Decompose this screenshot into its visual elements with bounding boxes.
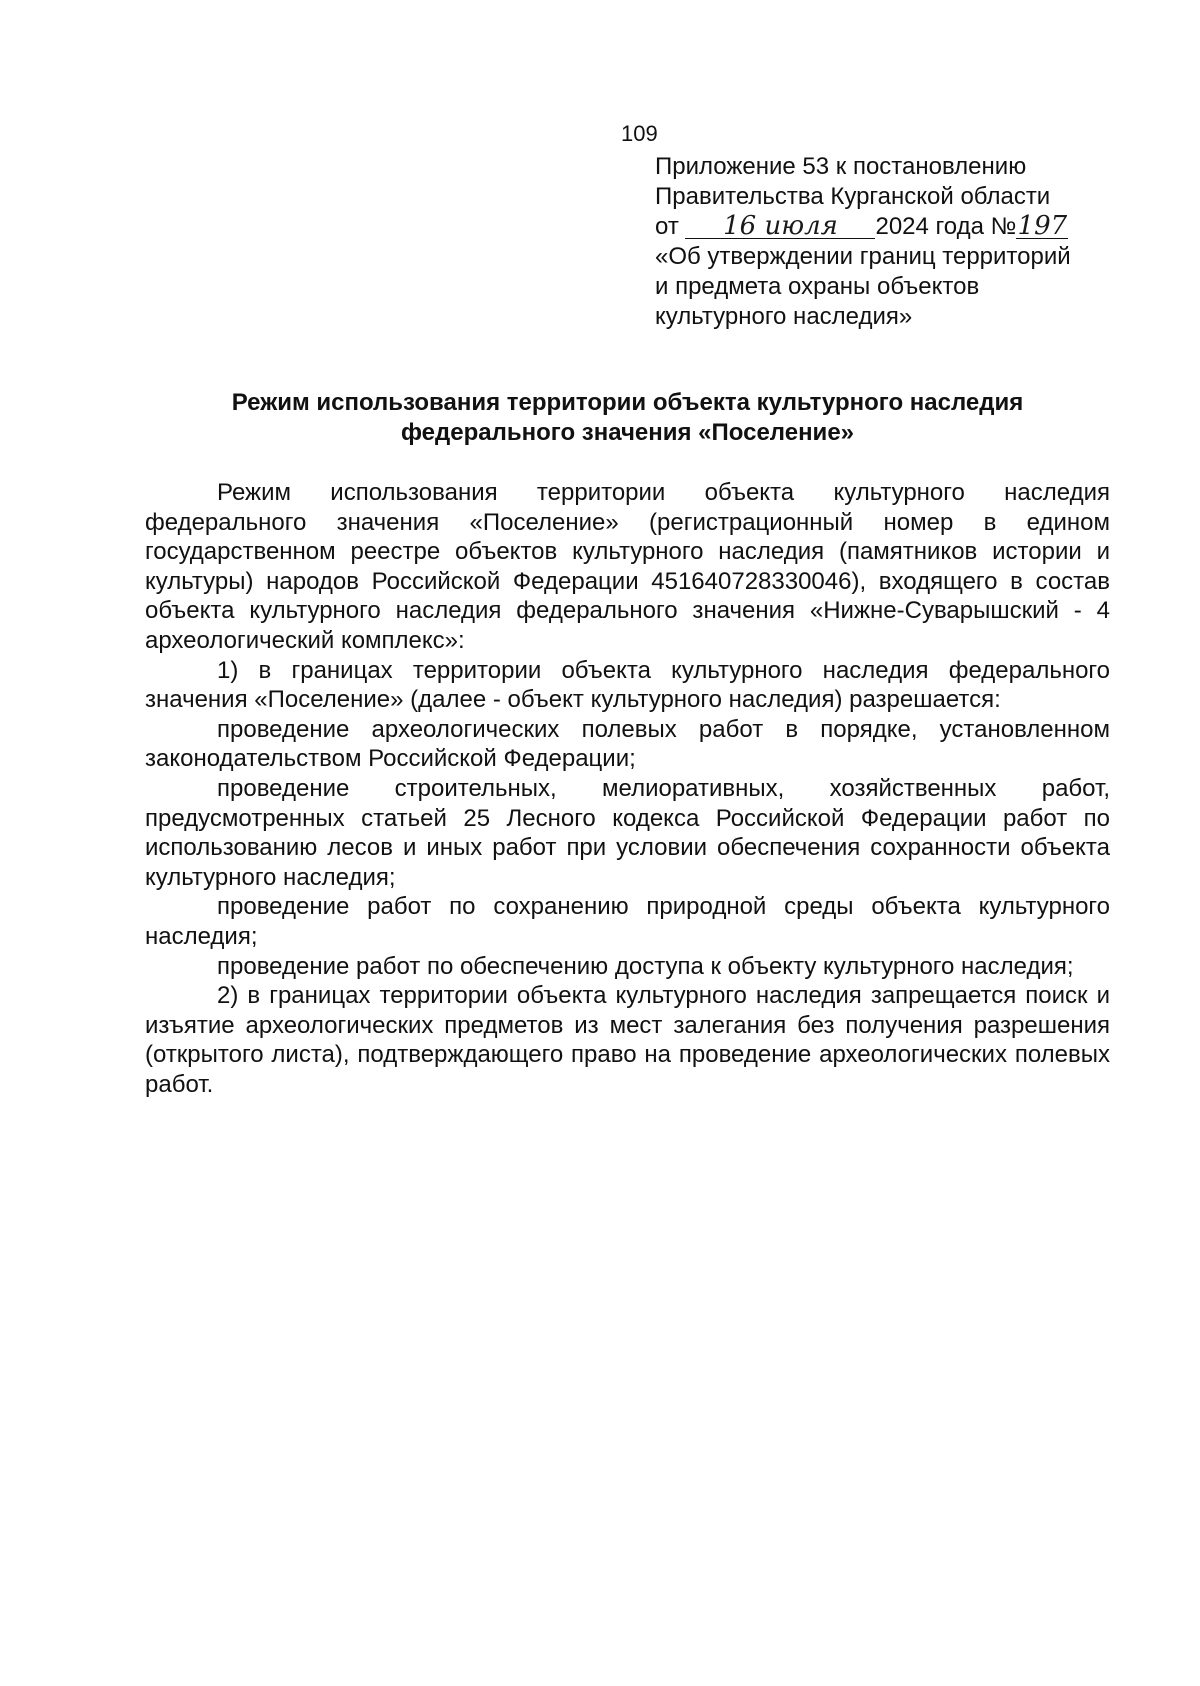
document-body bbox=[145, 478, 1110, 1099]
date-year: 2024 года № bbox=[875, 213, 1017, 240]
appendix-header bbox=[655, 152, 1125, 332]
body-paragraph: 1) в границах территории объекта культурного наследия федерального значения «Поселение» (далее - объект культурного наследия) разрешается: bbox=[145, 656, 1110, 714]
title-line-2: федерального значения «Поселение» bbox=[400, 419, 855, 446]
body-paragraph: 2) в границах территории объекта культурного наследия запрещается поиск и изъятие археологических предметов из мест залегания без получения разрешения (открытого листа), подтверждающего право на проведение археологических полевых работ. bbox=[145, 982, 1110, 1098]
body-paragraph: проведение археологических полевых работ в порядке, установленном законодательством Российской Федерации; bbox=[145, 715, 1110, 773]
document-title bbox=[145, 388, 1110, 448]
title-line-1: Режим использования территории объекта культурного наследия bbox=[231, 389, 1024, 416]
body-paragraph: проведение строительных, мелиоративных, хозяйственных работ, предусмотренных статьей 25 Лесного кодекса Российской Федерации работ по использованию лесов и иных работ при условии обеспечения сохранности объекта культурного наследия; bbox=[145, 774, 1110, 891]
appendix-line-4: «Об утверждении границ территорий bbox=[655, 243, 1071, 270]
page-number: 109 bbox=[621, 121, 658, 146]
appendix-line-6: культурного наследия» bbox=[655, 303, 913, 330]
body-paragraph: Режим использования территории объекта культурного наследия федерального значения «Поселение» (регистрационный номер в едином государственном реестре объектов культурного наследия (памятников истории и культуры) народов Российской Федерации 451640728330046), входящего в состав объекта культурного наследия федерального значения «Нижне-Суварышский - 4 археологический комплекс»: bbox=[145, 479, 1110, 654]
appendix-line-1: Приложение 53 к постановлению bbox=[655, 153, 1027, 180]
appendix-date-line bbox=[655, 212, 1125, 242]
body-paragraph: проведение работ по обеспечению доступа к объекту культурного наследия; bbox=[217, 952, 1074, 980]
body-paragraph: проведение работ по сохранению природной среды объекта культурного наследия; bbox=[145, 893, 1110, 950]
appendix-line-5: и предмета охраны объектов bbox=[655, 273, 980, 300]
handwritten-number: 197 bbox=[1017, 211, 1068, 241]
appendix-line-2: Правительства Курганской области bbox=[655, 183, 1051, 210]
handwritten-date: 16 июля bbox=[685, 214, 875, 239]
date-prefix: от bbox=[655, 213, 679, 240]
